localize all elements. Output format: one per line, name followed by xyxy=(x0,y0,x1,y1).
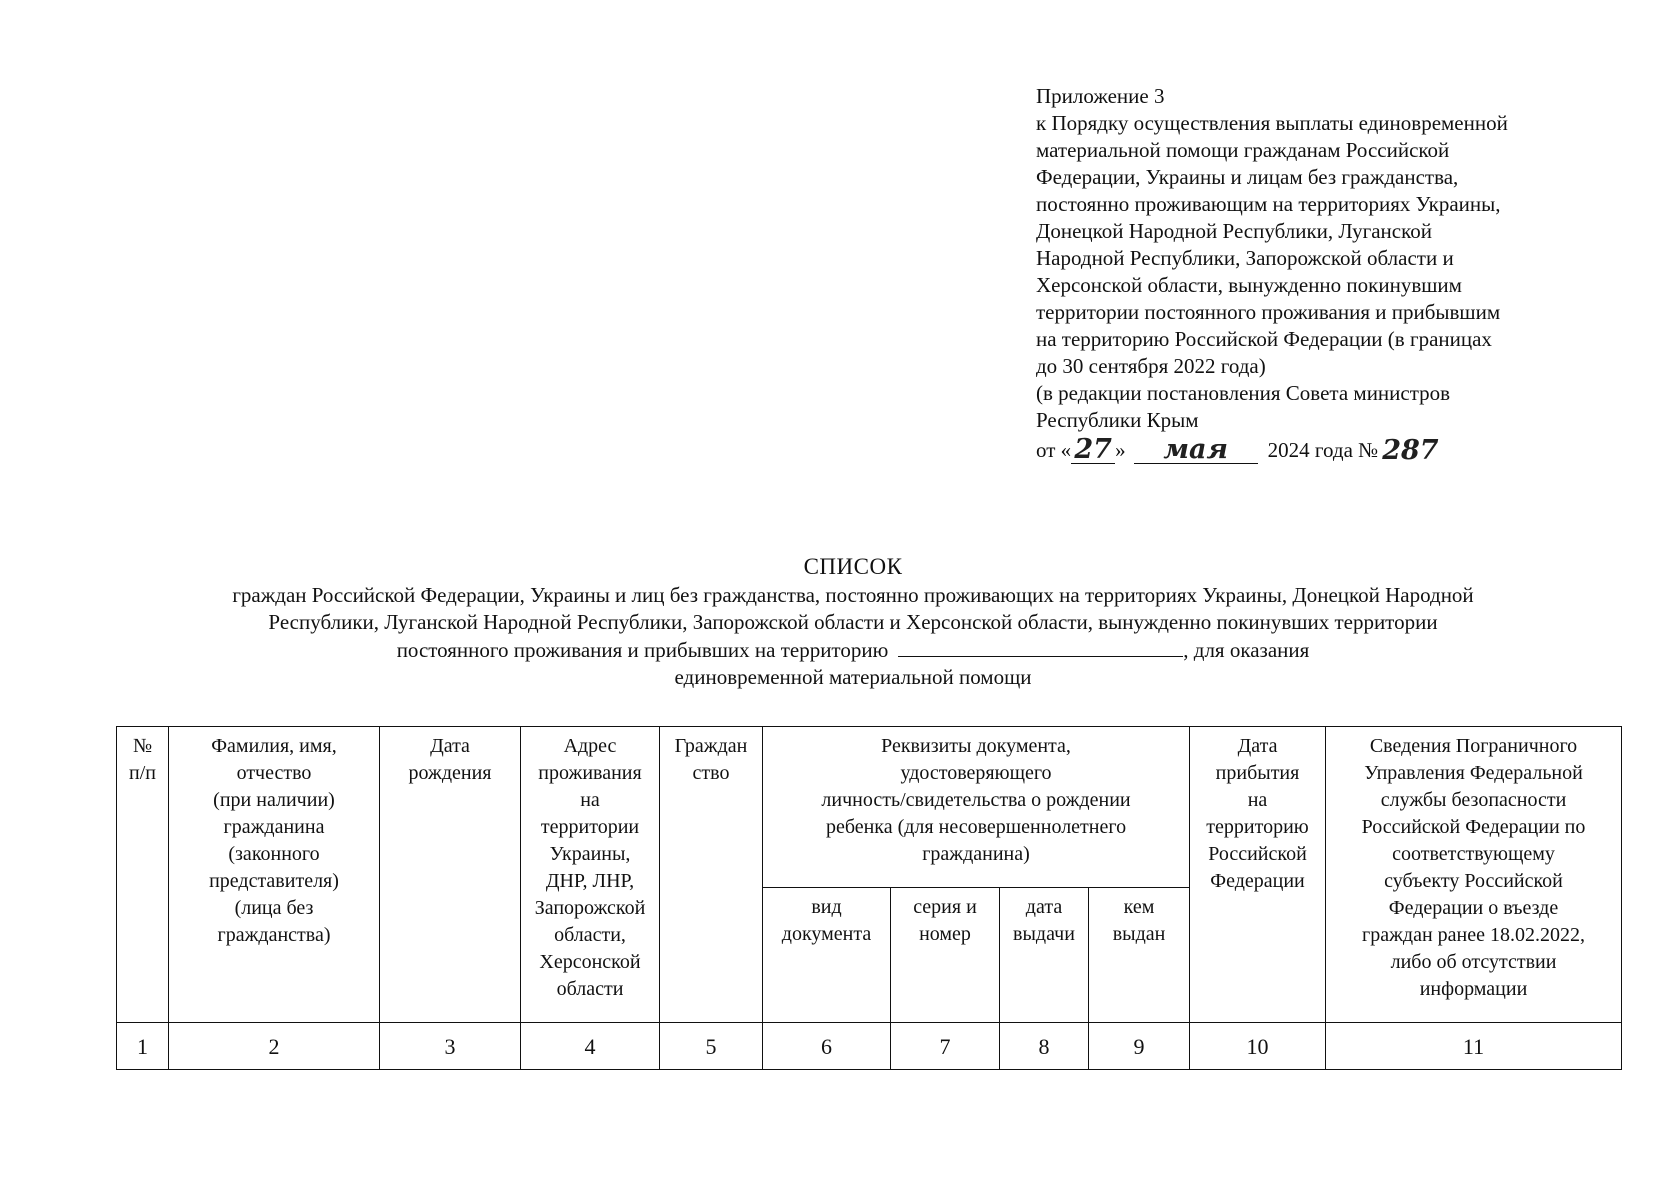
handwritten-month: мая xyxy=(1134,436,1258,464)
appendix-line: материальной помощи гражданам Российской xyxy=(1036,138,1450,162)
column-number-cell: 2 xyxy=(169,1023,380,1070)
title-line: граждан Российской Федерации, Украины и лиц без гражданства, постоянно проживающих на территориях Украины, Донецкой Народной xyxy=(232,583,1474,607)
header-cell-citizenship: Граждан ство xyxy=(660,727,763,1023)
column-number-cell: 10 xyxy=(1190,1023,1326,1070)
title-line-part: постоянного проживания и прибывших на территорию xyxy=(396,638,889,662)
title-line-with-blank xyxy=(120,636,1586,664)
title-line: Республики, Луганской Народной Республики, Запорожской области и Херсонской области, вынужденно покинувших территории xyxy=(268,610,1438,634)
document-title-block xyxy=(120,552,1586,691)
appendix-line: Народной Республики, Запорожской области и xyxy=(1036,246,1454,270)
title-line-part: , для оказания xyxy=(1183,638,1310,662)
handwritten-number: 287 xyxy=(1382,435,1439,466)
appendix-line: территории постоянного проживания и прибывшим xyxy=(1036,300,1501,324)
column-number-cell: 4 xyxy=(521,1023,660,1070)
header-cell-birth-date: Дата рождения xyxy=(380,727,521,1023)
document-heading: СПИСОК xyxy=(803,554,903,579)
table-header-row xyxy=(117,727,1622,888)
header-cell-document-details: Реквизиты документа, удостоверяющего личность/свидетельства о рождении ребенка (для несовершеннолетнего гражданина) xyxy=(763,727,1190,888)
subheader-cell-series-number: серия и номер xyxy=(891,888,1000,1023)
appendix-line: Херсонской области, вынужденно покинувшим xyxy=(1036,273,1462,297)
appendix-line: (в редакции постановления Совета министров xyxy=(1036,381,1451,405)
appendix-line: на территорию Российской Федерации (в границах xyxy=(1036,327,1492,351)
column-number-cell: 9 xyxy=(1089,1023,1190,1070)
column-number-cell: 1 xyxy=(117,1023,169,1070)
header-cell-arrival-date: Дата прибытия на территорию Российской Федерации xyxy=(1190,727,1326,1023)
column-number-cell: 5 xyxy=(660,1023,763,1070)
subheader-cell-document-type: вид документа xyxy=(763,888,891,1023)
column-number-cell: 8 xyxy=(1000,1023,1089,1070)
header-cell-number: № п/п xyxy=(117,727,169,1023)
territory-blank-field[interactable] xyxy=(898,636,1183,657)
column-number-cell: 6 xyxy=(763,1023,891,1070)
resolution-date-line xyxy=(1036,436,1636,464)
subheader-cell-issued-by: кем выдан xyxy=(1089,888,1190,1023)
appendix-block xyxy=(1036,83,1636,464)
column-number-cell: 7 xyxy=(891,1023,1000,1070)
appendix-line: постоянно проживающим на территориях Украины, xyxy=(1036,192,1501,216)
header-cell-address: Адрес проживания на территории Украины, ДНР, ЛНР, Запорожской области, Херсонской области xyxy=(521,727,660,1023)
citizens-list-table xyxy=(116,726,1622,1070)
appendix-line: до 30 сентября 2022 года) xyxy=(1036,354,1266,378)
header-cell-border-service-info: Сведения Пограничного Управления Федеральной службы безопасности Российской Федерации по соответствующему субъекту Российской Федерации о въезде граждан ранее 18.02.2022, либо об отсутствии информации xyxy=(1326,727,1622,1023)
subheader-cell-issue-date: дата выдачи xyxy=(1000,888,1089,1023)
header-cell-full-name: Фамилия, имя, отчество (при наличии) гражданина (законного представителя) (лица без гражданства) xyxy=(169,727,380,1023)
year-text: 2024 года № xyxy=(1267,438,1379,462)
date-prefix: от « xyxy=(1036,438,1072,462)
appendix-line: к Порядку осуществления выплаты единовременной xyxy=(1036,111,1508,135)
handwritten-day: 27 xyxy=(1071,436,1115,464)
appendix-line: Приложение 3 xyxy=(1036,84,1165,108)
appendix-line: Донецкой Народной Республики, Луганской xyxy=(1036,219,1432,243)
title-line: единовременной материальной помощи xyxy=(674,665,1032,689)
column-number-cell: 11 xyxy=(1326,1023,1622,1070)
column-number-row xyxy=(117,1023,1622,1070)
column-number-cell: 3 xyxy=(380,1023,521,1070)
appendix-line: Федерации, Украины и лицам без гражданства, xyxy=(1036,165,1459,189)
appendix-line: Республики Крым xyxy=(1036,408,1199,432)
date-quote-close: » xyxy=(1115,438,1126,462)
